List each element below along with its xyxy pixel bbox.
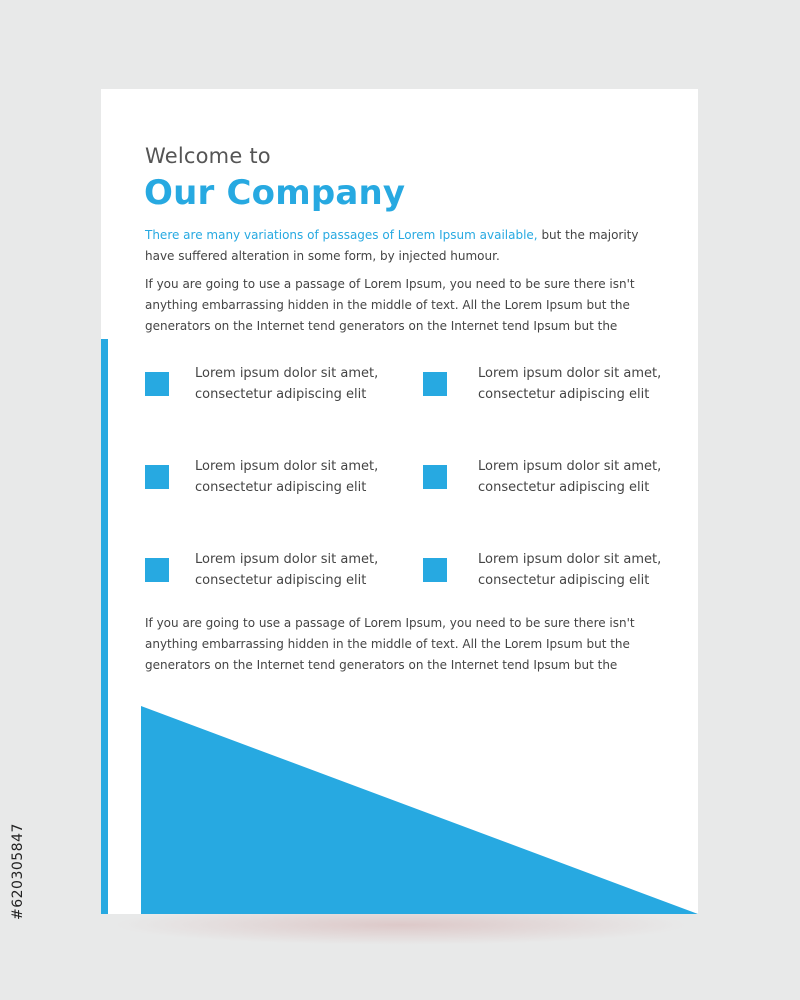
- body-paragraph-top: If you are going to use a passage of Lorem Ipsum, you need to be sure there isn't anything embarrassing hidden in the middle of text. All the Lorem Ipsum but the generators on the Internet tend generators on the Internet tend Ipsum but the: [145, 277, 635, 333]
- feature-square-icon: [145, 465, 169, 489]
- feature-line-1: Lorem ipsum dolor sit amet,: [478, 366, 662, 381]
- accent-triangle: [141, 706, 698, 914]
- intro-highlight: There are many variations of passages of Lorem Ipsum available,: [145, 228, 538, 242]
- feature-text: [478, 456, 698, 498]
- feature-line-1: Lorem ipsum dolor sit amet,: [195, 552, 379, 567]
- body-paragraph-bottom: If you are going to use a passage of Lorem Ipsum, you need to be sure there isn't anything embarrassing hidden in the middle of text. All the Lorem Ipsum but the generators on the Internet tend generators on the Internet tend Ipsum but the: [145, 616, 635, 672]
- feature-item: [423, 363, 673, 407]
- feature-line-1: Lorem ipsum dolor sit amet,: [195, 459, 379, 474]
- feature-item: [145, 363, 395, 407]
- accent-side-bar: [101, 339, 108, 914]
- feature-text: [478, 363, 698, 405]
- feature-text: [195, 456, 415, 498]
- feature-line-2: consectetur adipiscing elit: [195, 387, 367, 402]
- flyer-page: [101, 89, 698, 914]
- feature-text: [195, 549, 415, 591]
- intro-paragraph: [145, 225, 665, 267]
- feature-item: [423, 456, 673, 500]
- intro-rest: but the majority have suffered alteration in some form, by injected humour.: [145, 228, 639, 263]
- feature-line-2: consectetur adipiscing elit: [478, 480, 650, 495]
- feature-square-icon: [423, 558, 447, 582]
- feature-text: [478, 549, 698, 591]
- feature-item: [145, 549, 395, 593]
- feature-item: [423, 549, 673, 593]
- feature-text: [195, 363, 415, 405]
- feature-line-2: consectetur adipiscing elit: [478, 573, 650, 588]
- feature-line-1: Lorem ipsum dolor sit amet,: [478, 459, 662, 474]
- feature-line-1: Lorem ipsum dolor sit amet,: [478, 552, 662, 567]
- welcome-heading: Welcome to: [145, 144, 271, 168]
- feature-square-icon: [145, 558, 169, 582]
- feature-square-icon: [423, 372, 447, 396]
- stock-id-text: #620305847: [10, 823, 26, 920]
- stock-id-watermark: [6, 760, 30, 920]
- feature-square-icon: [423, 465, 447, 489]
- feature-line-2: consectetur adipiscing elit: [195, 480, 367, 495]
- feature-square-icon: [145, 372, 169, 396]
- feature-line-1: Lorem ipsum dolor sit amet,: [195, 366, 379, 381]
- feature-line-2: consectetur adipiscing elit: [195, 573, 367, 588]
- company-title: Our Company: [144, 173, 406, 213]
- feature-line-2: consectetur adipiscing elit: [478, 387, 650, 402]
- feature-item: [145, 456, 395, 500]
